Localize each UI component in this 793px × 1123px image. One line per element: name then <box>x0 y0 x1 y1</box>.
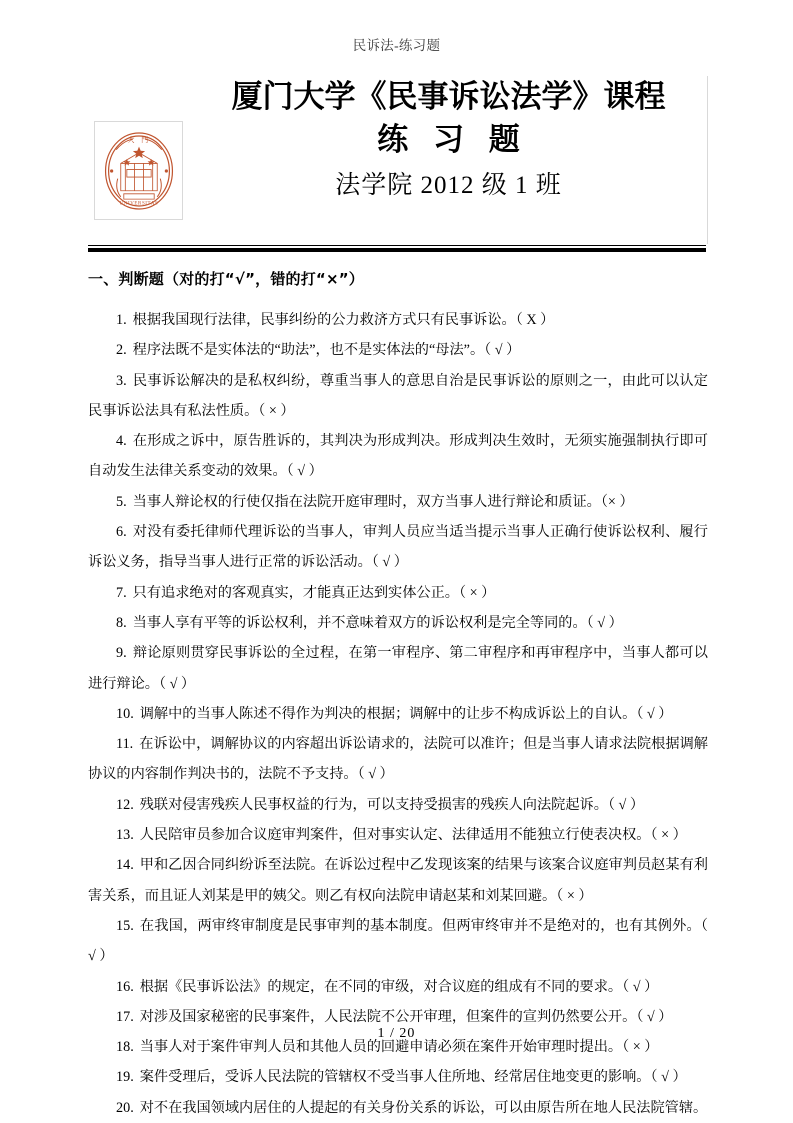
question-text: 根据我国现行法律，民事纠纷的公力救济方式只有民事诉讼。（ X ） <box>132 312 555 328</box>
question-number: 14. <box>116 857 134 874</box>
question-text: 在形成之诉中，原告胜诉的，其判决为形成判决。形成判决生效时，无须实施强制执行即可自动发生法律关系变动的效果。（ √ ） <box>88 433 708 480</box>
running-header: 民诉法-练习题 <box>352 38 441 53</box>
question-number: 1. <box>116 312 127 328</box>
question-item <box>88 729 708 790</box>
question-number: 7. <box>116 584 127 601</box>
question-number: 4. <box>116 433 127 450</box>
question-item <box>88 335 708 365</box>
question-text: 人民陪审员参加合议庭审判案件，但对事实认定、法律适用不能独立行使表决权。（ × ） <box>139 827 687 844</box>
title-block <box>94 76 708 244</box>
question-item <box>88 820 708 850</box>
svg-text:大 門: 大 門 <box>127 135 150 144</box>
question-number: 15. <box>116 917 134 934</box>
question-item <box>88 1062 708 1092</box>
question-text: 程序法既不是实体法的“助法”，也不是实体法的“母法”。（ √ ） <box>132 342 521 359</box>
question-text: 根据《民事诉讼法》的规定，在不同的审级，对合议庭的组成有不同的要求。（ √ ） <box>139 978 659 995</box>
question-number: 17. <box>116 1008 134 1025</box>
question-number: 8. <box>116 614 127 631</box>
question-text: 当事人享有平等的诉讼权利，并不意味着双方的诉讼权利是完全等同的。（ √ ） <box>132 614 623 631</box>
university-seal-cell <box>94 121 183 220</box>
question-item <box>88 578 708 608</box>
question-item <box>88 850 708 911</box>
question-item <box>88 699 708 729</box>
question-item <box>88 972 708 1002</box>
question-number: 2. <box>116 342 127 359</box>
divider-thin-line <box>88 245 706 246</box>
question-item <box>88 517 708 578</box>
question-item <box>88 426 708 487</box>
question-text: 对没有委托律师代理诉讼的当事人，审判人员应当适当提示当事人正确行使诉讼权利、履行诉讼义务，指导当事人进行正常的诉讼活动。（ √ ） <box>88 524 708 571</box>
question-text: 案件受理后，受诉人民法院的管辖权不受当事人住所地、经常居住地变更的影响。（ √ ） <box>139 1069 687 1086</box>
question-text: 甲和乙因合同纠纷诉至法院。在诉讼过程中乙发现该案的结果与该案合议庭审判员赵某有利害关系，而且证人刘某是甲的姨父。则乙有权向法院申请赵某和刘某回避。（ × ） <box>88 857 708 904</box>
question-text: 只有追求绝对的客观真实，才能真正达到实体公正。（ × ） <box>132 584 496 601</box>
question-item <box>88 487 708 517</box>
question-number: 12. <box>116 796 134 813</box>
question-number: 19. <box>116 1069 134 1086</box>
question-number: 20. <box>116 1099 134 1116</box>
question-number: 9. <box>116 645 127 662</box>
question-text: 在我国，两审终审制度是民事审判的基本制度。但两审终审并不是绝对的，也有其例外。（ √ ） <box>88 917 708 965</box>
question-number: 6. <box>116 524 127 541</box>
question-number: 5. <box>116 493 127 510</box>
question-text: 辩论原则贯穿民事诉讼的全过程，在第一审程序、第二审程序和再审程序中，当事人都可以进行辩论。（ √ ） <box>88 645 708 692</box>
question-text: 对不在我国领域内居住的人提起的有关身份关系的诉讼，可以由原告所在地人民法院管辖。 <box>139 1099 708 1116</box>
question-text: 对涉及国家秘密的民事案件，人民法院不公开审理，但案件的宣判仍然要公开。（ √ ） <box>139 1008 673 1025</box>
section-heading: 一、判断题（对的打“√”，错的打“×”） <box>88 270 365 288</box>
question-text: 残联对侵害残疾人民事权益的行为，可以支持受损害的残疾人向法院起诉。（ √ ） <box>139 796 645 813</box>
question-number: 11. <box>116 736 134 753</box>
question-item <box>88 790 708 820</box>
question-text: 当事人对于案件审判人员和其他人员的回避申请必须在案件开始审理时提出。（ × ） <box>139 1039 659 1056</box>
page-number-footer: 1 / 20 <box>377 1026 416 1041</box>
question-number: 13. <box>116 827 134 844</box>
horizontal-divider <box>88 245 706 252</box>
question-item <box>88 911 708 972</box>
question-number: 16. <box>116 978 134 995</box>
question-item <box>88 305 708 335</box>
question-number: 3. <box>116 372 127 389</box>
question-text: 当事人辩论权的行使仅指在法院开庭审理时，双方当事人进行辩论和质证。（× ） <box>132 493 634 510</box>
university-seal-icon <box>101 128 177 214</box>
question-item <box>88 638 708 699</box>
divider-thick-line <box>88 248 706 252</box>
question-list <box>88 305 708 1123</box>
question-item <box>88 608 708 638</box>
svg-text:UNIVERSITAS: UNIVERSITAS <box>119 200 158 206</box>
course-title: 厦门大学《民事诉讼法学》课程 <box>231 79 666 115</box>
class-subtitle: 法学院 2012 级 1 班 <box>335 172 562 199</box>
question-item <box>88 366 708 427</box>
question-text: 调解中的当事人陈述不得作为判决的根据；调解中的让步不构成诉讼上的自认。（ √ ） <box>139 705 673 722</box>
question-text: 民事诉讼解决的是私权纠纷，尊重当事人的意思自治是民事诉讼的原则之一，由此可以认定民事诉讼法具有私法性质。（ × ） <box>88 372 708 419</box>
question-item <box>88 1093 708 1123</box>
question-number: 10. <box>116 705 134 722</box>
title-text-group <box>189 76 708 210</box>
question-number: 18. <box>116 1039 134 1056</box>
question-text: 在诉讼中，调解协议的内容超出诉讼请求的，法院可以准许；但是当事人请求法院根据调解协议的内容制作判决书的，法院不予支持。（ √ ） <box>88 736 708 783</box>
document-type-title: 练 习 题 <box>377 122 527 158</box>
